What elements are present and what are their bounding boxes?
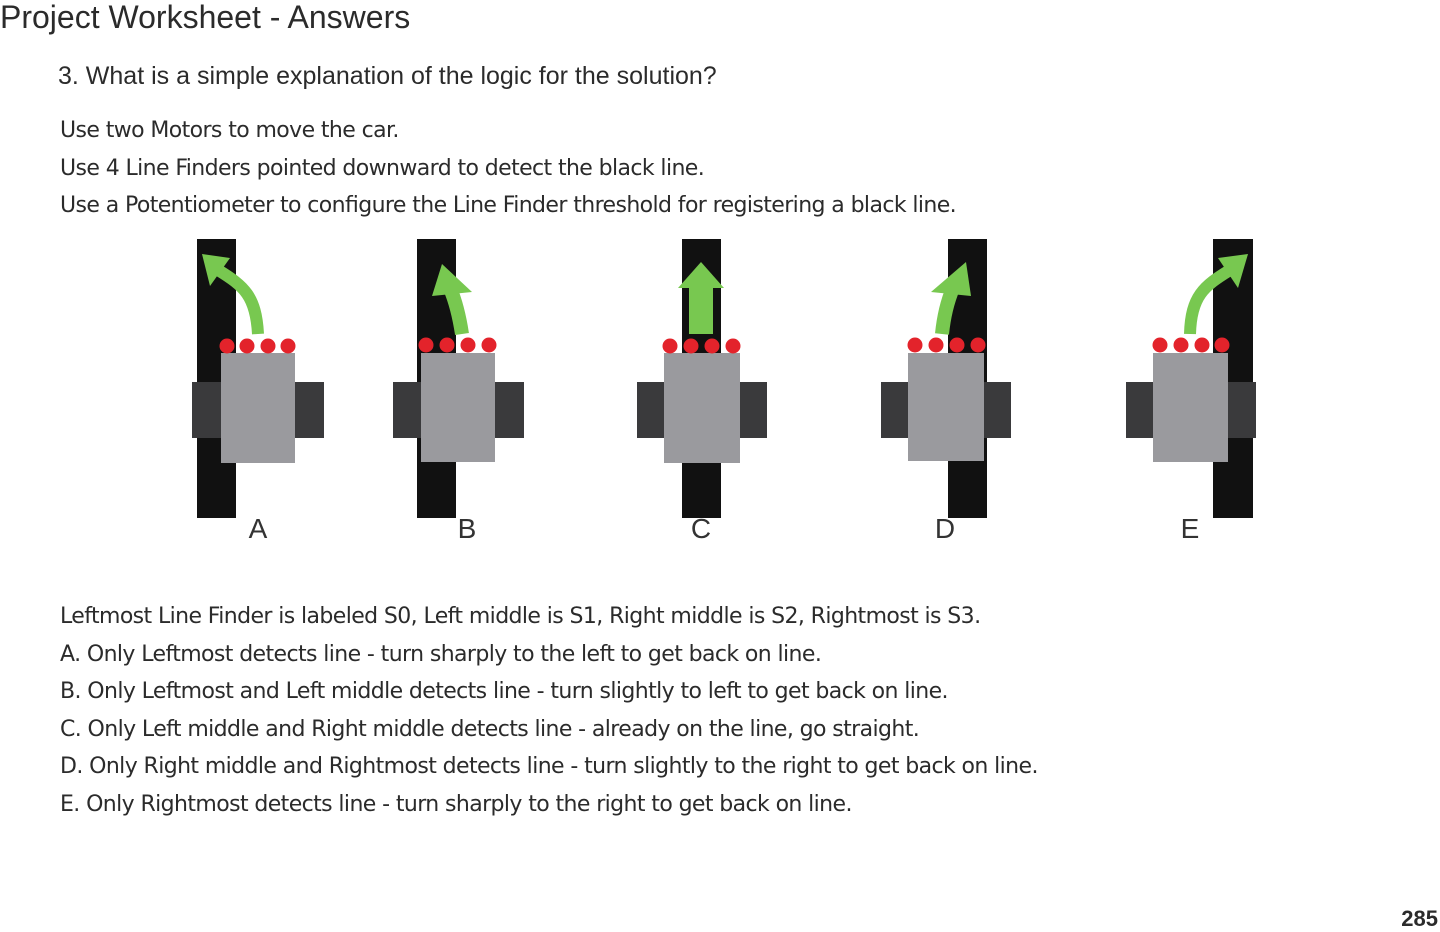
right-wheel: [294, 382, 324, 438]
scenario-label: D: [934, 513, 956, 544]
line-follower-diagram: [0, 230, 1440, 550]
sensor-s3: [1215, 338, 1230, 353]
logic-line: D. Only Right middle and Rightmost detects line - turn slightly to the right to get back on line.: [60, 754, 1038, 779]
sensor-s1: [240, 339, 255, 354]
intro-line: Use a Potentiometer to conﬁgure the Line Finder threshold for registering a black line.: [60, 193, 957, 218]
intro-line: Use 4 Line Finders pointed downward to detect the black line.: [60, 155, 705, 181]
scenario-e: [1126, 239, 1256, 544]
scenario-label: E: [1180, 513, 1200, 544]
left-wheel: [1126, 382, 1156, 438]
sensor-s1: [929, 338, 944, 353]
logic-line: E. Only Rightmost detects line - turn sharply to the right to get back on line.: [60, 791, 852, 817]
sensor-s2: [261, 339, 276, 354]
sensor-s0: [908, 338, 923, 353]
right-wheel: [1226, 382, 1256, 438]
left-wheel: [393, 382, 423, 438]
sensor-s0: [419, 338, 434, 353]
sensor-s0: [663, 339, 678, 354]
scenario-a: [192, 239, 324, 544]
sensor-s1: [440, 338, 455, 353]
left-wheel: [637, 382, 667, 438]
car-body: [1153, 353, 1228, 462]
intro-line: Use two Motors to move the car.: [60, 118, 399, 143]
car-body: [664, 353, 740, 463]
sensor-s2: [1195, 338, 1210, 353]
sensor-s1: [684, 339, 699, 354]
scenario-b: [393, 239, 524, 544]
page-number: 285: [1401, 906, 1438, 931]
right-wheel: [981, 382, 1011, 438]
sensor-s0: [220, 339, 235, 354]
sensor-s3: [971, 338, 986, 353]
car-body: [421, 353, 495, 462]
logic-line: A. Only Leftmost detects line - turn sharply to the left to get back on line.: [60, 641, 822, 667]
logic-list: [60, 598, 1038, 823]
sensor-s2: [950, 338, 965, 353]
logic-line: Leftmost Line Finder is labeled S0, Left middle is S1, Right middle is S2, Rightmost is S3.: [60, 604, 981, 629]
right-wheel: [494, 382, 524, 438]
sensor-s2: [705, 339, 720, 354]
scenario-d: [881, 239, 1011, 544]
logic-line: C. Only Left middle and Right middle detects line - already on the line, go straight.: [60, 716, 920, 742]
sensor-s2: [461, 338, 476, 353]
intro-list: [60, 112, 956, 225]
question-heading: 3. What is a simple explanation of the logic for the solution?: [58, 62, 717, 90]
car-body: [221, 353, 295, 463]
right-wheel: [737, 382, 767, 438]
sensor-s3: [726, 339, 741, 354]
sensor-s3: [281, 339, 296, 354]
scenario-label: C: [690, 513, 712, 544]
left-wheel: [881, 382, 911, 438]
car-body: [908, 353, 984, 461]
sensor-s3: [482, 338, 497, 353]
page-title: Project Worksheet - Answers: [0, 0, 411, 35]
straight-arrow-icon: [689, 286, 713, 334]
logic-line: B. Only Leftmost and Left middle detects line - turn slightly to left to get back on line.: [60, 679, 948, 704]
scenario-label: B: [457, 513, 477, 544]
sensor-s1: [1174, 338, 1189, 353]
left-wheel: [192, 382, 222, 438]
scenario-label: A: [248, 513, 268, 544]
sensor-s0: [1153, 338, 1168, 353]
scenario-c: [637, 239, 767, 544]
